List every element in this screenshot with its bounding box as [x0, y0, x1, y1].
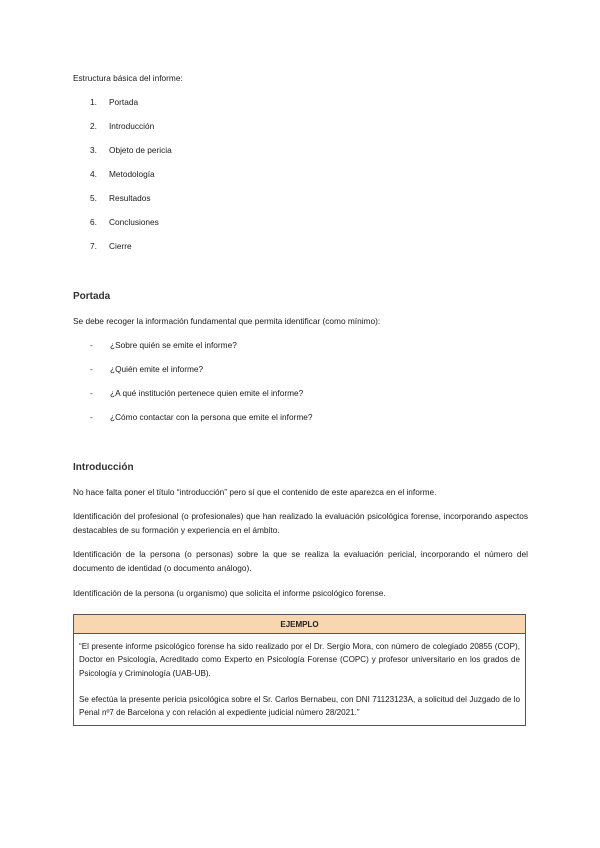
section-heading-introduccion: Introducción	[73, 462, 134, 473]
dash-bullet: -	[90, 340, 93, 350]
example-box	[73, 614, 526, 726]
question-text: ¿Cómo contactar con la persona que emite el informe?	[110, 412, 313, 422]
intro-paragraph-2: Identificación del profesional (o profesionales) que han realizado la evaluación psicológica forense, incorporando aspectos destacables de su formación y experiencia en el ámbito.	[73, 511, 528, 535]
list-number: 6.	[90, 217, 97, 227]
dash-bullet: -	[90, 412, 93, 422]
example-paragraph-1: “El presente informe psicológico forense ha sido realizado por el Dr. Sergio Mora, con número de colegiado 20855 (COP), Doctor en Psicología, Acreditado como Experto en Psicología Forense (COPC) y profesor universitario en los grados de Psicología y Criminología (UAB-UB).	[79, 642, 520, 678]
structure-item	[90, 217, 159, 227]
example-paragraph-2: Se efectúa la presente pericia psicológica sobre el Sr. Carlos Bernabeu, con DNI 71123123A, a solicitud del Juzgado de lo Penal nº7 de Barcelona y con relación al expediente judicial número 28/2021.”	[79, 695, 520, 718]
dash-bullet: -	[90, 388, 93, 398]
portada-lead: Se debe recoger la información fundamental que permita identificar (como mínimo):	[73, 316, 381, 326]
list-text: Metodología	[109, 169, 155, 179]
section-heading-portada: Portada	[73, 291, 111, 302]
structure-item	[90, 193, 151, 203]
list-number: 2.	[90, 121, 97, 131]
list-text: Cierre	[109, 241, 132, 251]
question-text: ¿Quién emite el informe?	[110, 364, 204, 374]
list-number: 3.	[90, 145, 97, 155]
question-item	[90, 364, 203, 374]
structure-item	[90, 241, 132, 251]
question-item	[90, 412, 312, 422]
structure-item	[90, 97, 138, 107]
structure-item	[90, 145, 172, 155]
list-text: Resultados	[109, 193, 151, 203]
list-number: 1.	[90, 97, 97, 107]
structure-intro: Estructura básica del informe:	[73, 73, 183, 83]
list-number: 4.	[90, 169, 97, 179]
list-text: Introducción	[109, 121, 155, 131]
list-text: Objeto de pericia	[109, 145, 172, 155]
question-text: ¿Sobre quién se emite el informe?	[110, 340, 237, 350]
dash-bullet: -	[90, 364, 93, 374]
structure-item	[90, 121, 154, 131]
intro-paragraph-3: Identificación de la persona (o personas) sobre la que se realiza la evaluación pericial, incorporando el número del documento de identidad (o documento análogo).	[73, 549, 528, 573]
structure-item	[90, 169, 155, 179]
example-header: EJEMPLO	[74, 615, 525, 634]
list-text: Conclusiones	[109, 217, 159, 227]
question-item	[90, 340, 237, 350]
question-item	[90, 388, 303, 398]
question-text: ¿A qué institución pertenece quien emite el informe?	[110, 388, 304, 398]
intro-paragraph-4: Identificación de la persona (u organismo) que solicita el informe psicológico forense.	[73, 588, 386, 598]
list-number: 5.	[90, 193, 97, 203]
intro-paragraph-1: No hace falta poner el título “introducción” pero sí que el contenido de este aparezca en el informe.	[73, 487, 437, 497]
list-text: Portada	[109, 97, 139, 107]
list-number: 7.	[90, 241, 97, 251]
